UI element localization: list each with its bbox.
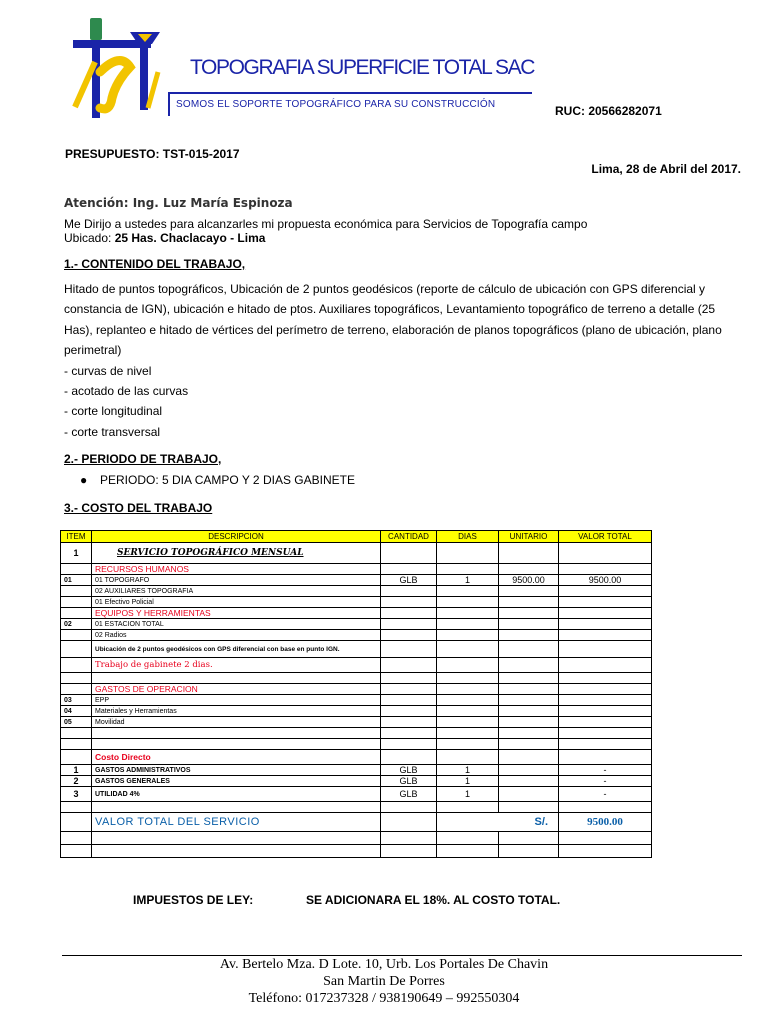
header-days: DIAS — [437, 531, 499, 543]
table-row: 2 GASTOS GENERALES GLB 1 - — [61, 776, 652, 787]
section1-title: 1.- CONTENIDO DEL TRABAJO, — [64, 257, 246, 271]
table-row: 05 Movilidad — [61, 717, 652, 728]
section1-paragraph: Hitado de puntos topográficos, Ubicación de 2 puntos geodésicos (reporte de cálculo de ubicación con GPS diferencial y constancia de IGN), ubicación e hitado de ptos. Auxiliares topográficos, Levantamiento topográfico de terreno a detalle (25 Has), replanteo e hitado de vértices del perímetro de terreno, elaboración de planos topográficos (plano de ubicación, plano perimetral) — [64, 282, 722, 358]
list-item: - corte transversal — [64, 424, 161, 439]
attention-line — [64, 196, 293, 210]
hr-section-title: RECURSOS HUMANOS — [92, 564, 381, 575]
section3-title: 3.- COSTO DEL TRABAJO — [64, 501, 213, 515]
company-slogan: SOMOS EL SOPORTE TOPOGRÁFICO PARA SU CONSTRUCCIÓN — [176, 99, 496, 110]
footer-phones: Teléfono: 017237328 / 938190649 – 992550304 — [248, 991, 520, 1006]
list-item: - corte longitudinal — [64, 404, 163, 419]
operation-section-title: GASTOS DE OPERACION — [92, 684, 381, 695]
period-bullet — [80, 473, 355, 487]
table-row — [61, 684, 652, 695]
header-unit: UNITARIO — [499, 531, 559, 543]
table-row: 3 UTILIDAD 4% GLB 1 - — [61, 787, 652, 802]
location-value: 25 Has. Chaclacayo - Lima — [114, 231, 266, 245]
cost-table — [60, 530, 652, 858]
section2-title — [64, 452, 221, 466]
total-row — [61, 813, 652, 832]
table-row — [61, 845, 652, 858]
intro-text: Me Dirijo a ustedes para alcanzarles mi propuesta económica para Servicios de Topografía campo — [64, 217, 588, 231]
table-row — [61, 608, 652, 619]
table-row: 01 Efectivo Policial — [61, 597, 652, 608]
currency-symbol: S/. — [437, 813, 559, 832]
list-item: - acotado de las curvas — [64, 384, 189, 399]
table-row — [61, 802, 652, 813]
table-row: 02 AUXILIARES TOPOGRAFIA — [61, 586, 652, 597]
table-row — [61, 564, 652, 575]
location-line — [64, 231, 265, 245]
company-name: TOPOGRAFIA SUPERFICIE TOTAL SAC — [190, 56, 535, 79]
taxes-text: SE ADICIONARA EL 18%. AL COSTO TOTAL. — [306, 893, 561, 907]
taxes-label: IMPUESTOS DE LEY: — [133, 893, 254, 907]
header-description: DESCRIPCION — [92, 531, 381, 543]
table-row — [61, 728, 652, 739]
table-row — [61, 750, 652, 765]
table-row — [61, 673, 652, 684]
table-row: 03 EPP — [61, 695, 652, 706]
attention-label: Atención — [64, 196, 124, 210]
company-logo — [60, 12, 170, 122]
budget-number: PRESUPUESTO: TST-015-2017 — [65, 147, 240, 161]
ruc-number: RUC: 20566282071 — [555, 104, 662, 118]
table-row: 02 01 ESTACION TOTAL — [61, 619, 652, 630]
bullet-dot-icon: ● — [80, 473, 88, 487]
attention-value: : Ing. Luz María Espinoza — [123, 196, 293, 210]
section2-title-text: 2.- PERIODO DE TRABAJO, — [64, 452, 222, 466]
table-row: 01 01 TOPOGRAFO GLB 1 9500.00 9500.00 — [61, 575, 652, 586]
period-text: PERIODO: 5 DIA CAMPO Y 2 DIAS GABINETE — [100, 473, 355, 487]
header-quantity: CANTIDAD — [381, 531, 437, 543]
location-label: Ubicado: — [64, 231, 115, 245]
direct-cost-title: Costo Directo — [92, 750, 381, 765]
footer-district: San Martin De Porres — [323, 974, 445, 989]
header-item: ITEM — [61, 531, 92, 543]
header-total: VALOR TOTAL — [559, 531, 652, 543]
table-row — [61, 832, 652, 845]
table-header-row — [61, 531, 652, 543]
footer-address: Av. Bertelo Mza. D Lote. 10, Urb. Los Portales De Chavin — [219, 957, 549, 972]
equipment-section-title: EQUIPOS Y HERRAMIENTAS — [92, 608, 381, 619]
total-label: VALOR TOTAL DEL SERVICIO — [92, 813, 381, 832]
table-row: 1 GASTOS ADMINISTRATIVOS GLB 1 - — [61, 765, 652, 776]
table-row: 02 Radios — [61, 630, 652, 641]
table-row: 1 SERVICIO TOPOGRÁFICO MENSUAL — [61, 543, 652, 564]
service-title: SERVICIO TOPOGRÁFICO MENSUAL — [117, 548, 304, 558]
table-row — [61, 739, 652, 750]
total-value: 9500.00 — [559, 813, 652, 832]
footer-divider — [62, 955, 742, 956]
list-item: - curvas de nivel — [64, 363, 152, 378]
table-row: Trabajo de gabinete 2 dias. — [61, 658, 652, 673]
document-date: Lima, 28 de Abril del 2017. — [591, 162, 741, 176]
table-row: 04 Materiales y Herramientas — [61, 706, 652, 717]
table-row: Ubicación de 2 puntos geodésicos con GPS diferencial con base en punto IGN. — [61, 641, 652, 658]
section1-content — [64, 279, 744, 442]
